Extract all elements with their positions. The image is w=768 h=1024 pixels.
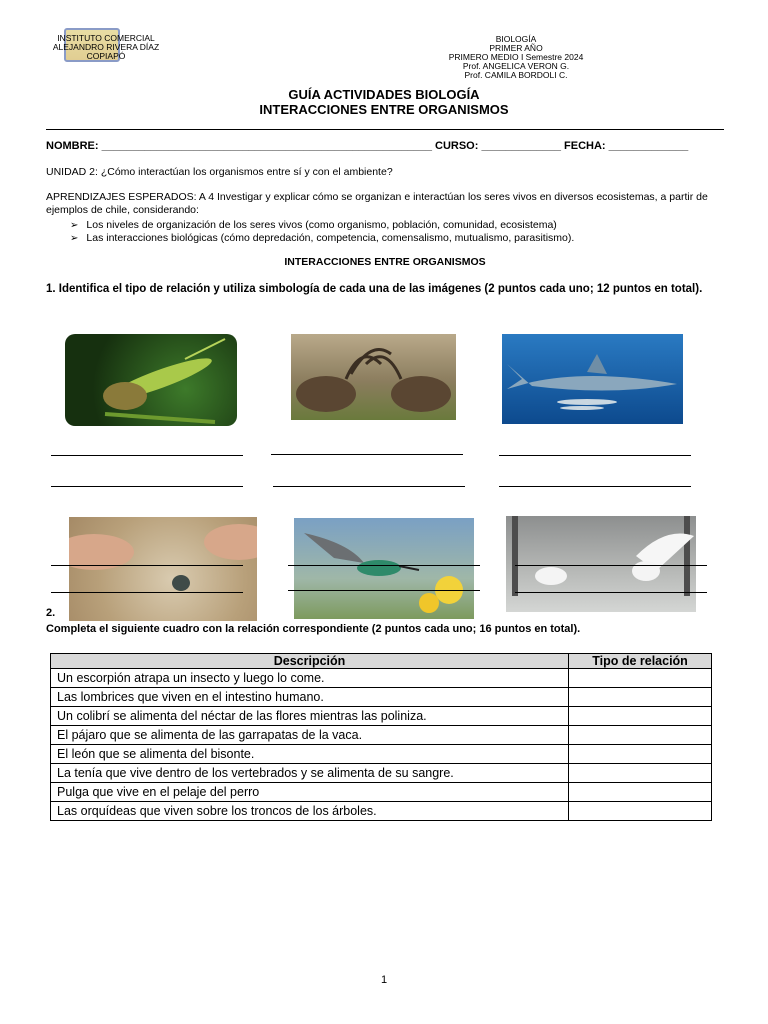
answer-line[interactable] [51,565,243,566]
question-1: 1. Identifica el tipo de relación y utiliza simbología de cada una de las imágenes (2 puntos cada uno; 12 puntos en total). [46,283,703,295]
relations-table [50,653,712,821]
description-cell: Las lombrices que viven en el intestino humano. [51,688,569,707]
bullet-item: ➢ Las interacciones biológicas (cómo depredación, competencia, comensalismo, mutualismo, parasitismo). [70,232,574,245]
aprendizajes-text: APRENDIZAJES ESPERADOS: A 4 Investigar y explicar cómo se organizan e interactúan los seres vivos en diversos ecosistemas, a partir de ejemplos de chile, considerando: [46,191,708,216]
table-row [51,669,712,688]
answer-line[interactable] [499,486,691,487]
section-title: INTERACCIONES ENTRE ORGANISMOS [284,256,486,268]
answer-line[interactable] [51,455,243,456]
answer-cell[interactable] [569,802,712,821]
course-line: Prof. CAMILA BORDOLI C. [464,70,568,80]
table-row [51,764,712,783]
answer-cell[interactable] [569,745,712,764]
answer-line[interactable] [515,592,707,593]
answer-cell[interactable] [569,726,712,745]
answer-cell[interactable] [569,669,712,688]
course-line: BIOLOGÍA [495,34,537,44]
table-header-row [51,654,712,669]
school-line: ALEJANDRO RIVERA DÍAZ [52,42,160,52]
course-line: Prof. ANGELICA VERON G. [462,61,570,71]
column-header-descripcion: Descripción [51,654,569,669]
unidad-text: UNIDAD 2: ¿Cómo interactúan los organismos entre sí y con el ambiente? [46,166,393,178]
description-cell: Un escorpión atrapa un insecto y luego lo come. [51,669,569,688]
course-line: PRIMERO MEDIO I Semestre 2024 [448,52,584,62]
bullet-list [70,219,574,245]
hummingbird-image [294,518,474,619]
answer-line[interactable] [271,454,463,455]
answer-line[interactable] [273,486,465,487]
description-cell: El pájaro que se alimenta de las garrapatas de la vaca. [51,726,569,745]
answer-line[interactable] [288,565,480,566]
answer-line[interactable] [499,455,691,456]
description-cell: Pulga que vive en el pelaje del perro [51,783,569,802]
answer-line[interactable] [515,565,707,566]
table-row [51,783,712,802]
table-row [51,802,712,821]
bullet-item: ➢ Los niveles de organización de los seres vivos (como organismo, población, comunidad, ecosistema) [70,219,574,232]
answer-line[interactable] [51,592,243,593]
mantis-image [65,334,237,426]
question-2-number: 2. [46,607,56,619]
description-cell: La tenía que vive dentro de los vertebrados y se alimenta de su sangre. [51,764,569,783]
course-header [436,35,596,80]
course-line: PRIMER AÑO [489,43,543,53]
school-header [46,34,166,61]
page-subtitle: INTERACCIONES ENTRE ORGANISMOS [259,102,509,117]
page-title: GUÍA ACTIVIDADES BIOLOGÍA [288,87,480,102]
deer-fight-image [291,334,456,420]
table-row [51,745,712,764]
answer-cell[interactable] [569,688,712,707]
school-line: COPIAPÓ [86,51,126,61]
shark-image [502,334,683,424]
description-cell: El león que se alimenta del bisonte. [51,745,569,764]
table-row [51,707,712,726]
answer-line[interactable] [288,590,480,591]
column-header-tipo: Tipo de relación [569,654,712,669]
table-row [51,726,712,745]
answer-cell[interactable] [569,707,712,726]
table-row [51,688,712,707]
question-2: Completa el siguiente cuadro con la relación correspondiente (2 puntos cada uno; 16 puntos en total). [46,623,581,635]
answer-cell[interactable] [569,783,712,802]
school-line: INSTITUTO COMERCIAL [57,33,155,43]
form-line: NOMBRE: ______________________________________________________ CURSO: _____________ FECHA: _____________ [46,140,689,152]
cranes-image [506,516,696,612]
divider [46,129,724,130]
answer-cell[interactable] [569,764,712,783]
answer-line[interactable] [51,486,243,487]
page-number: 1 [380,974,388,986]
tick-image [69,517,257,621]
description-cell: Un colibrí se alimenta del néctar de las flores mientras las poliniza. [51,707,569,726]
description-cell: Las orquídeas que viven sobre los troncos de los árboles. [51,802,569,821]
